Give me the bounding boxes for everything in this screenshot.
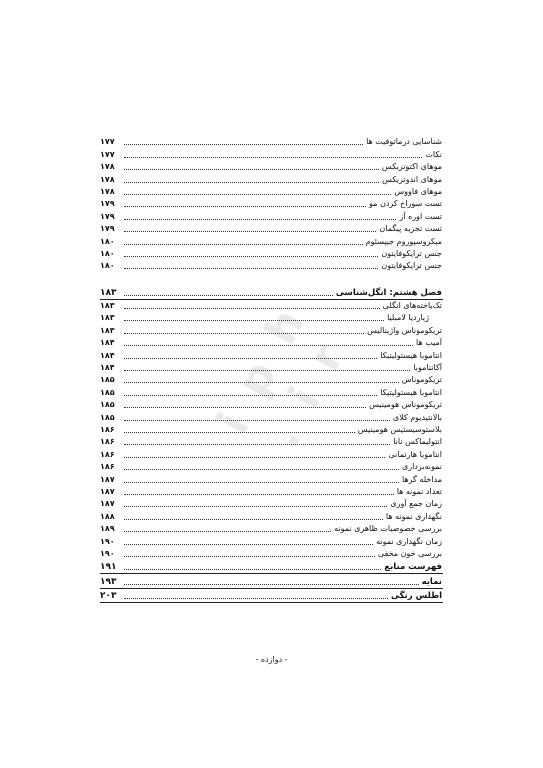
toc-entry-row — [100, 248, 443, 260]
dot-leader — [124, 345, 413, 346]
dot-leader — [124, 482, 399, 483]
toc-entry-row — [100, 173, 443, 185]
toc-entry-title: نکات — [425, 149, 442, 159]
dot-leader — [124, 206, 366, 207]
toc-entry-row — [100, 349, 443, 361]
toc-page-number: ۱۸۶ — [100, 424, 115, 434]
toc-page-number: ۱۸۶ — [100, 437, 115, 447]
dot-leader — [124, 320, 384, 321]
toc-page-number: ۱۷۸ — [100, 186, 115, 196]
dot-leader — [124, 169, 379, 170]
toc-entry-row — [100, 210, 443, 222]
dot-leader — [124, 157, 422, 158]
toc-entry-row — [100, 186, 443, 198]
toc-entry-title: موهای اکتوتریکس — [382, 162, 442, 172]
toc-entry-title: بلاستوسیستیس هومینیس — [357, 424, 442, 434]
toc-entry-title: موهای اندوتریکس — [382, 174, 442, 184]
dot-leader — [124, 358, 377, 359]
dot-leader — [124, 295, 333, 296]
dot-leader — [124, 194, 391, 195]
toc-heading-row — [100, 285, 443, 298]
dot-leader — [124, 219, 396, 220]
toc-entry-title: میکروسپوروم جیپسئوم — [365, 236, 442, 246]
toc-entry-title: تست سوراخ کردن مو — [368, 199, 442, 209]
toc-page-number: ۱۷۹ — [100, 211, 115, 221]
toc-entry-row — [100, 486, 443, 498]
toc-page-number: ۱۷۸ — [100, 174, 115, 184]
toc-entry-title: نمایه — [421, 576, 442, 587]
toc-entry-row — [100, 260, 443, 272]
toc-page-number: ۱۸۹ — [100, 524, 115, 534]
toc-entry-title: آکانتاموبا — [413, 363, 442, 373]
dot-leader — [124, 370, 410, 371]
toc-page-number: ۱۸۳ — [100, 313, 115, 323]
page-number-footer: - دوازده - — [255, 655, 288, 664]
toc-page-number: ۱۸۶ — [100, 449, 115, 459]
dot-leader — [124, 531, 331, 532]
toc-entry-title: بررسی خون مخفی — [377, 548, 442, 558]
dot-leader — [124, 256, 378, 257]
toc-page-number: ۱۸۳ — [100, 325, 115, 335]
toc-page-number: ۱۸۳ — [100, 287, 117, 298]
toc-entry-row — [100, 148, 443, 160]
toc-heading-row — [100, 574, 443, 587]
toc-section-parasitology — [100, 285, 443, 603]
toc-entry-row — [100, 324, 443, 336]
toc-entry-row — [100, 235, 443, 247]
heading-underline — [100, 602, 443, 603]
toc-entry-title: جنس ترایکوفایتون — [381, 248, 442, 258]
toc-entry-row — [100, 399, 443, 411]
toc-page-number: ۱۹۳ — [100, 576, 117, 587]
toc-page-number: ۱۷۷ — [100, 149, 115, 159]
dot-leader — [124, 598, 388, 599]
dot-leader — [124, 432, 355, 433]
toc-page-number: ۱۷۷ — [100, 137, 115, 147]
toc-page-number: ۱۹۰ — [100, 536, 115, 546]
toc-entry-title: ژیاردیا لامبلیا — [387, 313, 429, 323]
dot-leader — [124, 494, 394, 495]
toc-entry-row — [100, 498, 443, 510]
toc-section-mycology — [100, 136, 443, 272]
toc-entry-row — [100, 161, 443, 173]
dot-leader — [124, 333, 364, 334]
dot-leader — [124, 469, 399, 470]
toc-page-number: ۱۸۰ — [100, 248, 115, 258]
dot-leader — [124, 556, 375, 557]
toc-entry-row — [100, 548, 443, 560]
toc-entry-title: انتولیماکس نانا — [393, 437, 442, 447]
section-gap — [100, 272, 443, 285]
toc-page-number: ۱۸۳ — [100, 301, 115, 311]
dot-leader — [124, 519, 383, 520]
toc-page-number: ۱۸۴ — [100, 338, 115, 348]
toc-page-number: ۱۸۴ — [100, 363, 115, 373]
toc-entry-title: فهرست منابع — [384, 562, 442, 573]
table-of-contents — [100, 136, 443, 603]
dot-leader — [124, 144, 363, 145]
toc-entry-title: تعداد نمونه ها — [396, 486, 442, 496]
toc-entry-row — [100, 535, 443, 547]
toc-entry-title: بالانتیدیوم کلای — [392, 412, 442, 422]
toc-entry-row — [100, 411, 443, 423]
watermark: i p h . i r — [207, 295, 357, 456]
toc-entry-title: اطلس رنگی — [391, 591, 442, 602]
toc-page-number: ۱۸۷ — [100, 486, 115, 496]
toc-entry-title: تست اوره آز — [399, 211, 442, 221]
toc-entry-title: انتاموبا هارتمانی — [388, 449, 442, 459]
toc-entry-title: زمان نگهداری نمونه — [376, 536, 442, 546]
toc-page-number: ۲۰۳ — [100, 591, 117, 602]
dot-leader — [124, 231, 376, 232]
toc-page-number: ۱۸۵ — [100, 400, 115, 410]
dot-leader — [124, 420, 390, 421]
dot-leader — [124, 569, 381, 570]
dot-leader — [124, 308, 380, 309]
toc-entry-title: نمونه‌برداری — [401, 462, 442, 472]
toc-page-number: ۱۸۵ — [100, 375, 115, 385]
dot-leader — [124, 506, 387, 507]
dot-leader — [124, 244, 363, 245]
toc-entry-title: تست تجزیه پیگمان — [379, 224, 442, 234]
toc-entry-title: تریکوموناس — [401, 375, 442, 385]
dot-leader — [124, 444, 390, 445]
toc-entry-row — [100, 436, 443, 448]
toc-entry-row — [100, 473, 443, 485]
dot-leader — [124, 544, 373, 545]
toc-page-number: ۱۸۰ — [100, 236, 115, 246]
dot-leader — [124, 382, 399, 383]
toc-entry-title: تریکوموناس واژینالیس — [367, 325, 442, 335]
toc-entry-title: زمان جمع آوری — [390, 499, 442, 509]
toc-entry-row — [100, 312, 443, 324]
toc-page-number: ۱۸۷ — [100, 499, 115, 509]
toc-entry-row — [100, 424, 443, 436]
dot-leader — [124, 584, 419, 585]
toc-entry-title: انتاموبا هیستولیتیکا — [380, 387, 442, 397]
dot-leader — [124, 268, 378, 269]
dot-leader — [124, 182, 379, 183]
toc-page-number: ۱۸۸ — [100, 511, 115, 521]
toc-entry-row — [100, 136, 443, 148]
toc-page-number: ۱۷۹ — [100, 224, 115, 234]
toc-page-number: ۱۸۴ — [100, 350, 115, 360]
toc-entry-row — [100, 523, 443, 535]
toc-entry-row — [100, 374, 443, 386]
toc-page-number: ۱۹۰ — [100, 548, 115, 558]
toc-page-number: ۱۷۸ — [100, 162, 115, 172]
dot-leader — [124, 395, 377, 396]
toc-entry-row — [100, 300, 443, 312]
toc-entry-row — [100, 386, 443, 398]
toc-entry-title: انتاموبا هیستولیتیکا — [380, 350, 442, 360]
toc-entry-title: تریکوموناس هومینیس — [369, 400, 442, 410]
toc-entry-row — [100, 362, 443, 374]
toc-entry-title: نگهداری نمونه ها — [385, 511, 442, 521]
toc-entry-row — [100, 461, 443, 473]
toc-entry-row — [100, 198, 443, 210]
toc-entry-row — [100, 510, 443, 522]
toc-entry-title: بررسی خصوصیات ظاهری نمونه — [334, 524, 442, 534]
toc-entry-title: جنس ترایکوفایتون — [381, 261, 442, 271]
toc-entry-title: تک‌یاخته‌های انگلی — [382, 301, 442, 311]
toc-entry-title: موهای فاووس — [394, 186, 442, 196]
toc-entry-title: مداخله گرها — [401, 474, 442, 484]
toc-heading-row — [100, 589, 443, 602]
toc-page-number: ۱۸۵ — [100, 387, 115, 397]
toc-page-number: ۱۸۵ — [100, 412, 115, 422]
toc-entry-row — [100, 223, 443, 235]
toc-page-number: ۱۸۷ — [100, 474, 115, 484]
toc-page-number: ۱۹۱ — [100, 562, 117, 573]
dot-leader — [124, 457, 385, 458]
toc-entry-title: آمیب ها — [416, 338, 442, 348]
toc-entry-title: فصل هشتم: انگل‌شناسی — [335, 287, 442, 298]
toc-page-number: ۱۸۶ — [100, 462, 115, 472]
toc-heading-row — [100, 560, 443, 573]
toc-page-number: ۱۷۹ — [100, 199, 115, 209]
toc-page-number: ۱۸۰ — [100, 261, 115, 271]
toc-entry-row — [100, 448, 443, 460]
toc-entry-row — [100, 337, 443, 349]
dot-leader — [124, 407, 366, 408]
toc-entry-title: شناسایی درماتوفیت ها — [366, 137, 442, 147]
